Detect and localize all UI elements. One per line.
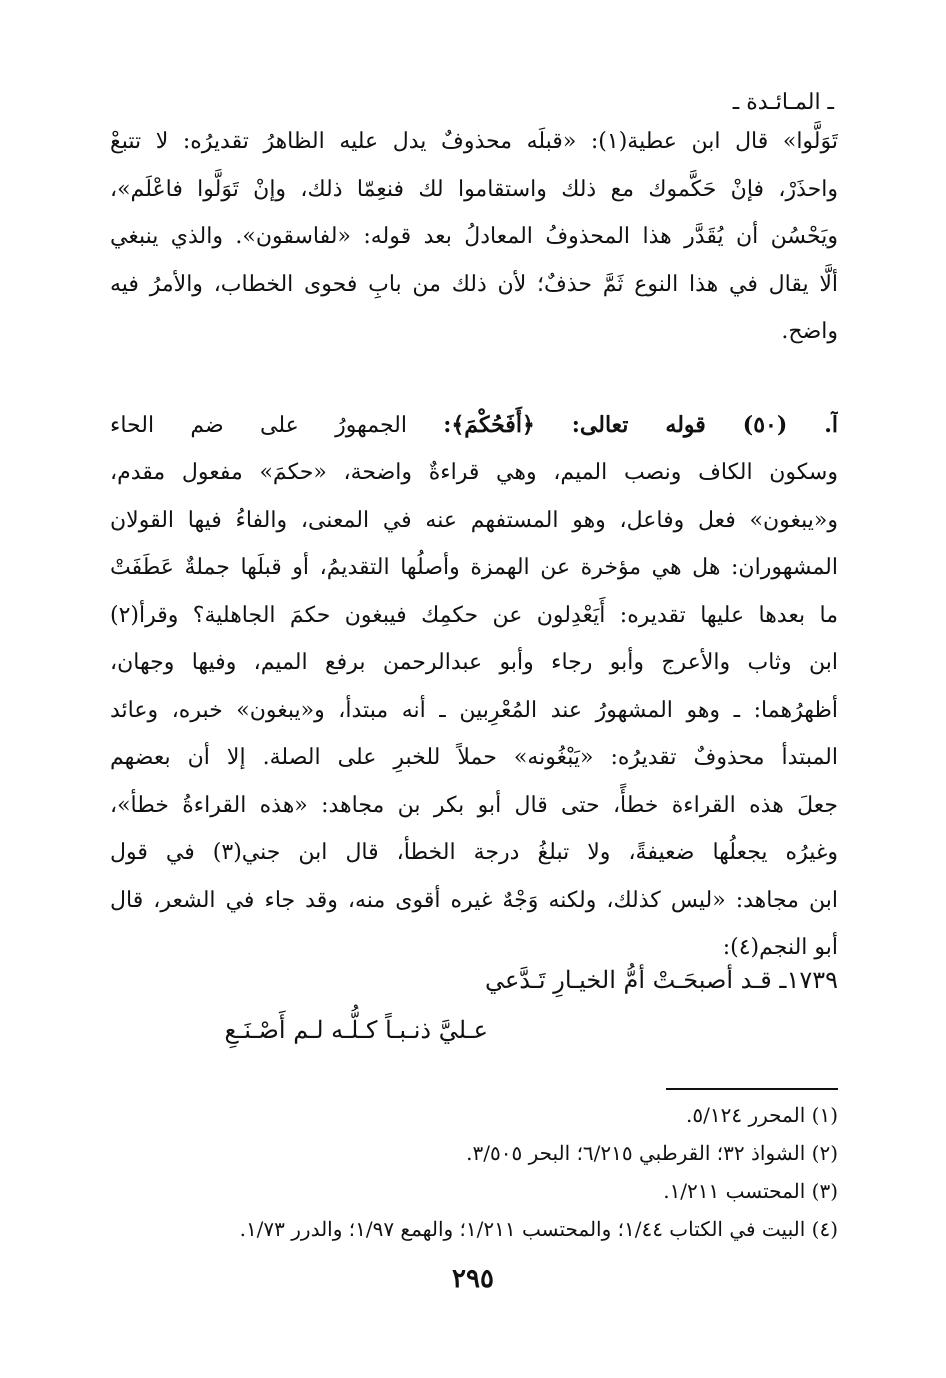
running-header: ـ المـائـدة ـ (732, 90, 834, 115)
footnote-divider (666, 1088, 838, 1090)
text-line: ما بعدها عليها تقديره: أَيَعْدِلون عن حكمِك فيبغون حكمَ الجاهلية؟ وقرأ(٢) (110, 602, 838, 628)
footnote: (٢) الشواذ ٣٢؛ القرطبي ٦/٢١٥؛ البحر ٣/٥٠٥. (466, 1141, 838, 1165)
footnote: (٣) المحتسب ١/٢١١. (663, 1179, 838, 1203)
verse-heading: آ. (٥٠) قوله تعالى: ﴿أَفَحُكْمَ﴾: (443, 411, 838, 438)
text-line: أبو النجم(٤): (722, 935, 838, 960)
text-line: أظهرُهما: ـ وهو المشهورُ عند المُعْرِبين ـ أنه مبتدأ، و«يبغون» خبره، وعائد (110, 697, 838, 723)
text-line: المبتدأ محذوفٌ تقديرُه: «يَبْغُونه» حملاً للخبرِ على الصلة. إلا أن بعضهم (110, 745, 838, 770)
text-line: واحذَرْ، فإنْ حَكَّموك مع ذلك واستقاموا لك فنعِمّا ذلك، وإنْ تَوَلَّوا فاعْلَم»، (110, 176, 838, 202)
text-line: وسكون الكاف ونصب الميم، وهي قراءةٌ واضحة، «حكمَ» مفعول مقدم، (110, 460, 838, 485)
poem-line-2: عـليَّ ذنـبـاً كـلُّـه لـم أَصْـنَـعِ (224, 1016, 488, 1044)
text-line: ابن مجاهد: «ليس كذلك، ولكنه وَجْهٌ غيره أقوى منه، وقد جاء في الشعر، قال (110, 887, 838, 913)
page-number: ٢٩٥ (452, 1264, 494, 1294)
text-line: واضح. (781, 319, 838, 344)
poem-line-1: ١٧٣٩ـ قـد أصبحَـتْ أمُّ الخيـارِ تَـدَّعي (484, 966, 838, 994)
paragraph-1 (110, 118, 838, 356)
paragraph-2 (110, 402, 838, 972)
text-line: ويَحْسُن أن يُقَدَّر هذا المحذوفُ المعادلُ بعد قوله: «لفاسقون». والذي ينبغي (110, 224, 838, 249)
poem-verse (110, 955, 838, 1055)
text-line: تَوَلَّوا» قال ابن عطية(١): «قبلَه محذوفٌ يدل عليه الظاهرُ تقديرُه: لا تتبعْ (110, 129, 838, 154)
footnotes (110, 1096, 838, 1248)
footnote: (١) المحرر ٥/١٢٤. (686, 1103, 838, 1127)
text-line: ألَّا يقال في هذا النوع ثَمَّ حذفٌ؛ لأن ذلك من بابِ فحوى الخطاب، والأمرُ فيه (110, 271, 838, 297)
text-line (110, 402, 838, 450)
text-line: و«يبغون» فعل وفاعل، وهو المستفهم عنه في المعنى، والفاءُ فيها القولان (110, 507, 838, 533)
footnote: (٤) البيت في الكتاب ١/٤٤؛ والمحتسب ١/٢١١؛ والهمع ١/٩٧؛ والدرر ١/٧٣. (239, 1217, 838, 1241)
text-line: ابن وثاب والأعرج وأبو رجاء وأبو عبدالرحمن برفع الميم، وفيها وجهان، (110, 650, 838, 675)
heading-continuation: الجمهورُ على ضم الحاء (110, 412, 407, 438)
text-line: وغيرُه يجعلُها ضعيفةً، ولا تبلغُ درجة الخطأ، قال ابن جني(٣) في قول (110, 840, 838, 865)
text-line: المشهوران: هل هي مؤخرة عن الهمزة وأصلُها التقديمُ، أو قبلَها جملةٌ عَطَفَتْ (110, 555, 838, 580)
text-line: جعلَ هذه القراءة خطأً، حتى قال أبو بكر بن مجاهد: «هذه القراءةُ خطأ»، (110, 792, 838, 818)
body-text (110, 118, 838, 972)
